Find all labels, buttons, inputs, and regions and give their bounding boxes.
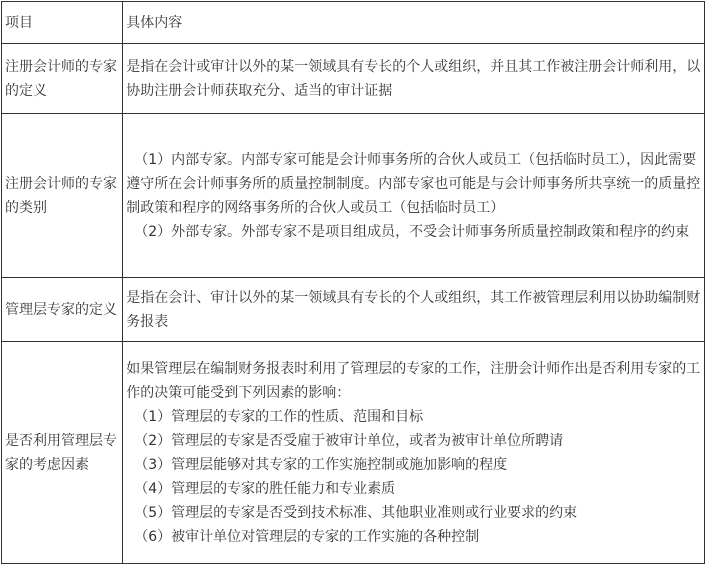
- row-content-cell: [123, 114, 705, 278]
- row-item-cell: 管理层专家的定义: [2, 278, 123, 342]
- content-paragraph: （1）内部专家。内部专家可能是会计师事务所的合伙人或员工（包括临时员工），因此需要遵守所在会计师事务所的质量控制制度。内部专家也可能是与会计师事务所共享统一的质量控制政策和程序的网络事务所的合伙人或员工（包括临时员工）: [126, 151, 701, 216]
- factor-item: （4）管理层的专家的胜任能力和专业素质: [134, 480, 396, 497]
- content-paragraph: （2）外部专家。外部专家不是项目组成员，不受会计师事务所质量控制政策和程序的约束: [134, 223, 690, 240]
- content-paragraph: 是指在会计、审计以外的某一领域具有专长的个人或组织，其工作被管理层利用以协助编制财务报表: [126, 289, 701, 330]
- content-paragraph: 是指在会计或审计以外的某一领域具有专长的个人或组织，并且其工作被注册会计师利用，以协助注册会计师获取充分、适当的审计证据: [126, 58, 701, 99]
- content-paragraph: 如果管理层在编制财务报表时利用了管理层的专家的工作，注册会计师作出是否利用专家的工作的决策可能受到下列因素的影响：: [126, 360, 701, 401]
- row-item-cell: 注册会计师的专家的类别: [2, 114, 123, 278]
- row-item-cell: 注册会计师的专家的定义: [2, 44, 123, 114]
- factor-item: （6）被审计单位对管理层的专家的工作实施的各种控制: [134, 528, 480, 545]
- factor-item: （2）管理层的专家是否受雇于被审计单位，或者为被审计单位所聘请: [134, 432, 564, 449]
- row-content-cell: [123, 278, 705, 342]
- factor-item: （3）管理层能够对其专家的工作实施控制或施加影响的程度: [134, 456, 508, 473]
- factor-item: （5）管理层的专家是否受到技术标准、其他职业准则或行业要求的约束: [134, 504, 578, 521]
- table-header-row: [2, 2, 705, 44]
- table-row: [2, 342, 705, 564]
- table-row: [2, 278, 705, 342]
- table-row: [2, 114, 705, 278]
- table-row: [2, 44, 705, 114]
- factor-item: （1）管理层的专家的工作的性质、范围和目标: [134, 408, 424, 425]
- row-content-cell: [123, 44, 705, 114]
- header-item-cell: 项目: [2, 2, 123, 44]
- row-content-cell: [123, 342, 705, 564]
- header-content-cell: 具体内容: [123, 2, 705, 44]
- row-item-cell: 是否利用管理层专家的考虑因素: [2, 342, 123, 564]
- content-table: [1, 1, 705, 564]
